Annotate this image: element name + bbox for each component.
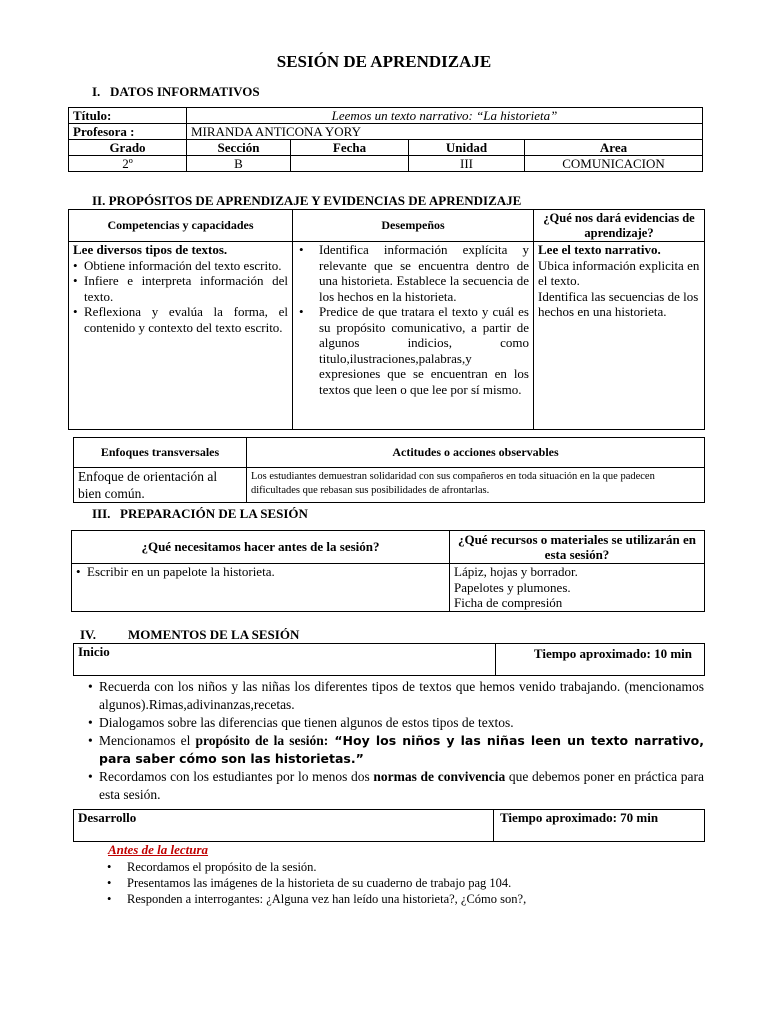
desarrollo-list: [107, 859, 704, 907]
header-area: Area: [525, 140, 703, 156]
normas-label: normas de convivencia: [373, 769, 506, 784]
recurso-item: Lápiz, hojas y borrador.: [454, 564, 578, 579]
recursos-header: ¿Qué recursos o materiales se utilizarán en esta sesión?: [450, 531, 705, 564]
desarrollo-time: Tiempo aproximado: 70 min: [494, 810, 705, 842]
actitud-cell: Los estudiantes demuestran solidaridad con sus compañeros en toda situación en la que padecen dificultades que rebasan sus posibilidades de afrontarlas.: [247, 468, 705, 503]
recursos-cell: [450, 564, 705, 612]
desarrollo-item: • Recordamos el propósito de la sesión.: [107, 859, 704, 875]
inicio-table: [73, 643, 705, 676]
section-1-heading: DATOS INFORMATIVOS: [110, 84, 260, 99]
titulo-label: Título:: [69, 108, 187, 124]
desarrollo-table: [73, 809, 705, 842]
header-grado: Grado: [69, 140, 187, 156]
value-area: COMUNICACION: [525, 156, 703, 172]
inicio-item: [88, 732, 704, 768]
evidencia-title: Lee el texto narrativo.: [538, 242, 661, 257]
inicio-list: [88, 678, 704, 804]
enfoque-cell: Enfoque de orientación al bien común.: [74, 468, 247, 503]
inicio-label: Inicio: [74, 644, 496, 676]
value-seccion: B: [187, 156, 291, 172]
enfoques-header: Enfoques transversales: [74, 438, 247, 468]
propositos-table: [68, 209, 705, 430]
enfoques-table: [73, 437, 705, 503]
competencias-header: Competencias y capacidades: [69, 210, 293, 242]
antes-header: ¿Qué necesitamos hacer antes de la sesión?: [72, 531, 450, 564]
desempeno-item: • Identifica información explícita y relevante que se encuentra dentro de una historieta. Establece la secuencia de los hechos en la historieta.: [297, 242, 529, 304]
evidencias-cell: [534, 242, 705, 430]
section-4-heading: MOMENTOS DE LA SESIÓN: [128, 627, 300, 642]
recurso-item: Papelotes y plumones.: [454, 579, 571, 595]
proposito-label: propósito de la sesión:: [195, 733, 329, 748]
desarrollo-item: • Responden a interrogantes: ¿Alguna vez han leído una historieta?, ¿Cómo son?,: [107, 891, 704, 907]
antes-item: • Escribir en un papelote la historieta.: [76, 564, 445, 580]
section-4-number: IV.: [80, 627, 97, 642]
value-unidad: III: [409, 156, 525, 172]
desempenos-header: Desempeños: [293, 210, 534, 242]
inicio-item-text: Mencionamos el: [99, 733, 196, 748]
section-1-number: I.: [92, 84, 101, 99]
antes-lectura-heading: Antes de la lectura: [108, 842, 209, 857]
section-2-heading: II. PROPÓSITOS DE APRENDIZAJE Y EVIDENCIAS DE APRENDIZAJE: [92, 193, 522, 208]
section-3-heading: PREPARACIÓN DE LA SESIÓN: [120, 506, 308, 521]
document-title: SESIÓN DE APRENDIZAJE: [276, 52, 492, 71]
antes-cell: [72, 564, 450, 612]
header-unidad: Unidad: [409, 140, 525, 156]
inicio-item-text: que debemos poner en práctica para esta sesión.: [99, 769, 704, 802]
header-fecha: Fecha: [291, 140, 409, 156]
section-3-number: III.: [92, 506, 111, 521]
competencia-title: Lee diversos tipos de textos.: [73, 242, 228, 257]
profesora-value: MIRANDA ANTICONA YORY: [187, 124, 703, 140]
datos-informativos-table: [68, 107, 703, 172]
value-grado: 2º: [69, 156, 187, 172]
desempenos-cell: [293, 242, 534, 430]
desarrollo-item: • Presentamos las imágenes de la historieta de su cuaderno de trabajo pag 104.: [107, 875, 704, 891]
header-seccion: Sección: [187, 140, 291, 156]
competencias-cell: [69, 242, 293, 430]
recurso-item: Ficha de compresión: [454, 595, 563, 610]
profesora-label: Profesora :: [69, 124, 187, 140]
capacidad-item: • Reflexiona y evalúa la forma, el contenido y contexto del texto escrito.: [73, 304, 288, 335]
titulo-value: Leemos un texto narrativo: “La historieta”: [187, 108, 703, 124]
capacidad-item: • Obtiene información del texto escrito.: [73, 258, 288, 274]
inicio-item: • Recuerda con los niños y las niñas los diferentes tipos de textos que hemos venido trabajando. (mencionamos algunos).Rimas,adivinanzas,recetas.: [88, 678, 704, 714]
inicio-item-text: Recordamos con los estudiantes por lo menos dos: [99, 769, 374, 784]
inicio-item: [88, 768, 704, 804]
desempeno-item: • Predice de que tratara el texto y cuál es su propósito comunicativo, a partir de algunos indicios, como titulo,ilustraciones,palabras,y expresiones que se encuentran en los textos que leen o que lee por sí mismo.: [297, 304, 529, 397]
evidencias-header: ¿Qué nos dará evidencias de aprendizaje?: [534, 210, 705, 242]
capacidad-item: • Infiere e interpreta información del texto.: [73, 273, 288, 304]
desarrollo-label: Desarrollo: [74, 810, 494, 842]
value-fecha: [291, 156, 409, 172]
proposito-quote: “Hoy los niños y las niñas leen un texto narrativo, para saber cómo son las historietas.”: [99, 733, 704, 766]
evidencia-line: Identifica las secuencias de los hechos en una historieta.: [538, 288, 699, 319]
preparacion-table: [71, 530, 705, 612]
inicio-item: • Dialogamos sobre las diferencias que tienen algunos de estos tipos de textos.: [88, 714, 704, 732]
actitudes-header: Actitudes o acciones observables: [247, 438, 705, 468]
evidencia-line: Ubica información explicita en el texto.: [538, 257, 700, 288]
inicio-time: Tiempo aproximado: 10 min: [496, 644, 705, 676]
